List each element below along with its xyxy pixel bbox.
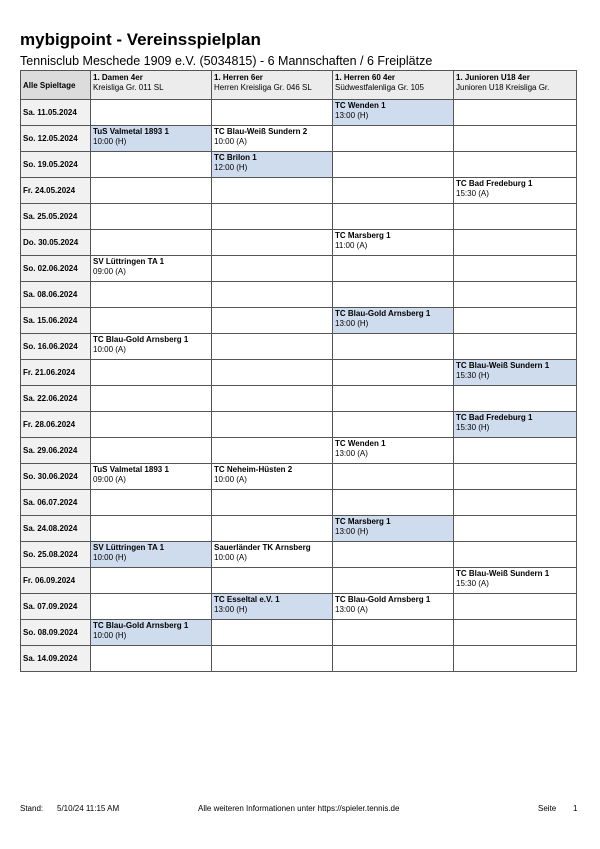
opponent-name: TC Brilon 1 [214, 153, 257, 162]
all-matchdays-header: Alle Spieltage [21, 71, 91, 100]
empty-cell [91, 230, 212, 256]
empty-cell [333, 490, 454, 516]
match-time: 09:00 (A) [93, 267, 126, 276]
table-row [21, 126, 577, 152]
table-row [21, 334, 577, 360]
table-row [21, 308, 577, 334]
matchday-date: Sa. 11.05.2024 [21, 100, 91, 126]
footer-stand-label: Stand: [20, 804, 44, 813]
match-cell [333, 230, 454, 256]
empty-cell [454, 542, 577, 568]
opponent-name: TC Marsberg 1 [335, 517, 391, 526]
matchday-date: Sa. 08.06.2024 [21, 282, 91, 308]
page-title: mybigpoint - Vereinsspielplan [20, 30, 261, 49]
table-row [21, 516, 577, 542]
empty-cell [91, 178, 212, 204]
team-header [212, 71, 333, 100]
empty-cell [333, 646, 454, 672]
opponent-name: TC Wenden 1 [335, 439, 386, 448]
schedule-body [21, 100, 577, 672]
matchday-date: Sa. 29.06.2024 [21, 438, 91, 464]
empty-cell [454, 256, 577, 282]
empty-cell [91, 412, 212, 438]
team-header [91, 71, 212, 100]
matchday-date: Do. 30.05.2024 [21, 230, 91, 256]
match-time: 12:00 (H) [214, 163, 248, 172]
team-league: Kreisliga Gr. 011 SL [93, 83, 164, 92]
matchday-date: Sa. 22.06.2024 [21, 386, 91, 412]
opponent-name: TC Wenden 1 [335, 101, 386, 110]
empty-cell [454, 204, 577, 230]
match-time: 15:30 (H) [456, 371, 490, 380]
empty-cell [454, 620, 577, 646]
matchday-date: Fr. 28.06.2024 [21, 412, 91, 438]
empty-cell [91, 490, 212, 516]
empty-cell [212, 568, 333, 594]
empty-cell [91, 100, 212, 126]
match-cell [91, 542, 212, 568]
team-header [454, 71, 577, 100]
match-time: 10:00 (A) [214, 475, 247, 484]
empty-cell [91, 438, 212, 464]
team-name: 1. Junioren U18 4er [456, 73, 530, 82]
empty-cell [212, 282, 333, 308]
match-cell [91, 464, 212, 490]
empty-cell [333, 568, 454, 594]
empty-cell [91, 204, 212, 230]
table-row [21, 256, 577, 282]
match-cell [333, 100, 454, 126]
opponent-name: TC Blau-Gold Arnsberg 1 [93, 335, 189, 344]
opponent-name: Sauerländer TK Arnsberg [214, 543, 311, 552]
match-time: 10:00 (A) [93, 345, 126, 354]
match-time: 13:00 (H) [335, 319, 369, 328]
table-row [21, 646, 577, 672]
team-league: Junioren U18 Kreisliga Gr. [456, 83, 550, 92]
opponent-name: TC Marsberg 1 [335, 231, 391, 240]
match-time: 10:00 (A) [214, 553, 247, 562]
empty-cell [212, 256, 333, 282]
opponent-name: TC Esseltal e.V. 1 [214, 595, 280, 604]
table-row [21, 204, 577, 230]
empty-cell [333, 282, 454, 308]
empty-cell [212, 334, 333, 360]
empty-cell [454, 334, 577, 360]
schedule-table [20, 70, 577, 672]
empty-cell [212, 230, 333, 256]
match-time: 15:30 (A) [456, 579, 489, 588]
table-row [21, 282, 577, 308]
team-name: 1. Herren 6er [214, 73, 263, 82]
empty-cell [454, 100, 577, 126]
empty-cell [454, 126, 577, 152]
match-time: 13:00 (A) [335, 449, 368, 458]
empty-cell [333, 178, 454, 204]
match-time: 10:00 (H) [93, 553, 127, 562]
opponent-name: TC Blau-Gold Arnsberg 1 [335, 595, 431, 604]
empty-cell [333, 464, 454, 490]
empty-cell [91, 516, 212, 542]
empty-cell [333, 412, 454, 438]
matchday-date: Fr. 06.09.2024 [21, 568, 91, 594]
empty-cell [212, 516, 333, 542]
match-time: 13:00 (A) [335, 605, 368, 614]
opponent-name: TuS Valmetal 1893 1 [93, 465, 169, 474]
footer-stand-value: 5/10/24 11:15 AM [57, 804, 120, 813]
matchday-date: So. 16.06.2024 [21, 334, 91, 360]
matchday-date: So. 12.05.2024 [21, 126, 91, 152]
opponent-name: TC Blau-Weiß Sundern 2 [214, 127, 308, 136]
matchday-date: So. 19.05.2024 [21, 152, 91, 178]
match-time: 13:00 (H) [335, 527, 369, 536]
empty-cell [454, 464, 577, 490]
matchday-date: So. 25.08.2024 [21, 542, 91, 568]
matchday-date: Sa. 15.06.2024 [21, 308, 91, 334]
empty-cell [333, 334, 454, 360]
empty-cell [333, 386, 454, 412]
table-row [21, 386, 577, 412]
table-row [21, 360, 577, 386]
team-name: 1. Damen 4er [93, 73, 143, 82]
empty-cell [454, 646, 577, 672]
opponent-name: SV Lüttringen TA 1 [93, 257, 165, 266]
match-time: 13:00 (H) [335, 111, 369, 120]
team-league: Herren Kreisliga Gr. 046 SL [214, 83, 312, 92]
empty-cell [212, 412, 333, 438]
matchday-date: Sa. 06.07.2024 [21, 490, 91, 516]
match-cell [212, 542, 333, 568]
header-row [21, 71, 577, 100]
match-cell [454, 360, 577, 386]
matchday-date: Fr. 21.06.2024 [21, 360, 91, 386]
empty-cell [333, 542, 454, 568]
empty-cell [454, 490, 577, 516]
match-cell [212, 464, 333, 490]
opponent-name: TC Bad Fredeburg 1 [456, 179, 533, 188]
empty-cell [212, 386, 333, 412]
empty-cell [333, 620, 454, 646]
empty-cell [91, 360, 212, 386]
empty-cell [454, 282, 577, 308]
matchday-date: So. 30.06.2024 [21, 464, 91, 490]
empty-cell [454, 386, 577, 412]
table-row [21, 438, 577, 464]
empty-cell [212, 204, 333, 230]
table-row [21, 542, 577, 568]
team-name: 1. Herren 60 4er [335, 73, 396, 82]
match-cell [454, 412, 577, 438]
match-time: 09:00 (A) [93, 475, 126, 484]
empty-cell [333, 126, 454, 152]
match-time: 11:00 (A) [335, 241, 368, 250]
opponent-name: TC Neheim-Hüsten 2 [214, 465, 293, 474]
empty-cell [91, 282, 212, 308]
table-row [21, 464, 577, 490]
empty-cell [212, 178, 333, 204]
match-cell [91, 334, 212, 360]
footer-page-label: Seite [538, 804, 557, 813]
match-time: 10:00 (H) [93, 137, 127, 146]
empty-cell [333, 256, 454, 282]
empty-cell [454, 152, 577, 178]
match-time: 10:00 (H) [93, 631, 127, 640]
team-league: Südwestfalenliga Gr. 105 [335, 83, 424, 92]
empty-cell [91, 386, 212, 412]
table-row [21, 152, 577, 178]
match-cell [333, 308, 454, 334]
empty-cell [333, 152, 454, 178]
table-row [21, 100, 577, 126]
empty-cell [91, 594, 212, 620]
empty-cell [212, 308, 333, 334]
empty-cell [212, 360, 333, 386]
table-row [21, 178, 577, 204]
empty-cell [454, 438, 577, 464]
matchday-date: Sa. 24.08.2024 [21, 516, 91, 542]
empty-cell [454, 594, 577, 620]
match-cell [91, 256, 212, 282]
match-cell [212, 126, 333, 152]
page-subtitle: Tennisclub Meschede 1909 e.V. (5034815) - 6 Mannschaften / 6 Freiplätze [20, 54, 433, 68]
matchday-date: So. 08.09.2024 [21, 620, 91, 646]
empty-cell [212, 490, 333, 516]
match-cell [454, 568, 577, 594]
empty-cell [212, 620, 333, 646]
match-cell [333, 438, 454, 464]
empty-cell [91, 646, 212, 672]
empty-cell [454, 230, 577, 256]
opponent-name: TC Blau-Weiß Sundern 1 [456, 569, 550, 578]
empty-cell [91, 308, 212, 334]
match-time: 15:30 (H) [456, 423, 490, 432]
match-cell [333, 516, 454, 542]
match-time: 15:30 (A) [456, 189, 489, 198]
opponent-name: TC Blau-Weiß Sundern 1 [456, 361, 550, 370]
match-cell [333, 594, 454, 620]
footer-page-number: 1 [573, 804, 578, 813]
empty-cell [212, 100, 333, 126]
empty-cell [91, 152, 212, 178]
table-row [21, 568, 577, 594]
table-row [21, 412, 577, 438]
matchday-date: Sa. 14.09.2024 [21, 646, 91, 672]
match-cell [91, 126, 212, 152]
matchday-date: Fr. 24.05.2024 [21, 178, 91, 204]
team-header [333, 71, 454, 100]
footer-info: Alle weiteren Informationen unter https://spieler.tennis.de [198, 804, 400, 813]
empty-cell [212, 438, 333, 464]
matchday-date: So. 02.06.2024 [21, 256, 91, 282]
match-cell [454, 178, 577, 204]
match-cell [91, 620, 212, 646]
matchday-date: Sa. 07.09.2024 [21, 594, 91, 620]
opponent-name: SV Lüttringen TA 1 [93, 543, 165, 552]
opponent-name: TC Blau-Gold Arnsberg 1 [335, 309, 431, 318]
empty-cell [333, 360, 454, 386]
empty-cell [212, 646, 333, 672]
opponent-name: TC Blau-Gold Arnsberg 1 [93, 621, 189, 630]
table-row [21, 594, 577, 620]
opponent-name: TC Bad Fredeburg 1 [456, 413, 533, 422]
table-row [21, 490, 577, 516]
match-time: 13:00 (H) [214, 605, 248, 614]
empty-cell [454, 308, 577, 334]
match-time: 10:00 (A) [214, 137, 247, 146]
match-cell [212, 594, 333, 620]
empty-cell [333, 204, 454, 230]
empty-cell [454, 516, 577, 542]
table-row [21, 620, 577, 646]
table-row [21, 230, 577, 256]
matchday-date: Sa. 25.05.2024 [21, 204, 91, 230]
empty-cell [91, 568, 212, 594]
opponent-name: TuS Valmetal 1893 1 [93, 127, 169, 136]
match-cell [212, 152, 333, 178]
